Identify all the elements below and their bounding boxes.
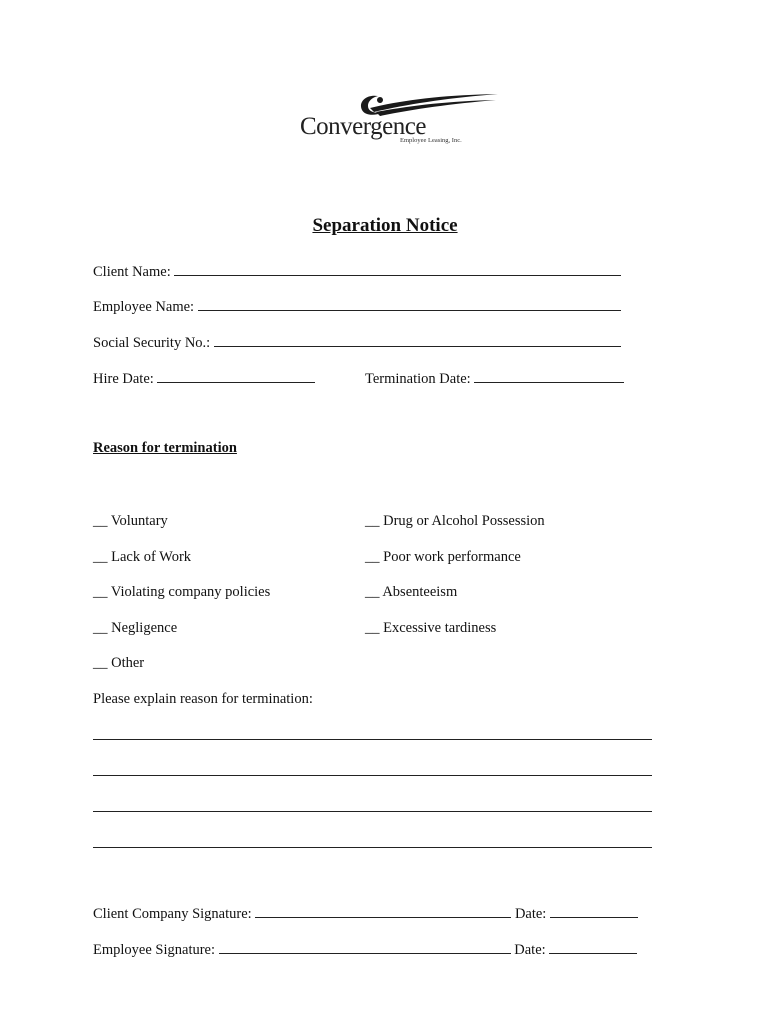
- reason-poor-performance-option[interactable]: __ Poor work performance: [365, 549, 521, 565]
- reason-absenteeism-option[interactable]: __ Absenteeism: [365, 584, 458, 600]
- reason-negligence-option[interactable]: __ Negligence: [93, 620, 178, 636]
- ssn-field[interactable]: [214, 333, 621, 347]
- employee-signature-field[interactable]: [219, 940, 511, 954]
- reason-other-option[interactable]: __ Other: [93, 655, 145, 671]
- reason-heading: Reason for termination: [93, 440, 237, 456]
- logo-wordmark: Convergence: [300, 113, 426, 140]
- explanation-line[interactable]: [93, 811, 652, 812]
- hire-date-field[interactable]: [157, 369, 315, 383]
- page-title: Separation Notice: [312, 215, 458, 236]
- reason-violating-policies-option[interactable]: __ Violating company policies: [93, 584, 271, 600]
- explanation-line[interactable]: [93, 739, 652, 740]
- termination-date-label: Termination Date:: [365, 371, 471, 387]
- reason-drug-alcohol-option[interactable]: __ Drug or Alcohol Possession: [365, 513, 545, 529]
- client-name-row: [93, 262, 621, 281]
- explain-label: Please explain reason for termination:: [93, 691, 313, 707]
- employee-name-label: Employee Name:: [93, 299, 195, 315]
- employee-signature-label: Employee Signature:: [93, 942, 216, 958]
- reason-lack-of-work-option[interactable]: __ Lack of Work: [93, 549, 192, 565]
- logo-tagline: Employee Leasing, Inc.: [400, 137, 462, 144]
- reason-voluntary-option[interactable]: __ Voluntary: [93, 513, 168, 529]
- client-name-label: Client Name:: [93, 264, 171, 280]
- employee-signature-date-field[interactable]: [549, 940, 637, 954]
- explanation-line[interactable]: [93, 847, 652, 848]
- client-name-field[interactable]: [174, 262, 621, 276]
- hire-date-row: [93, 369, 315, 388]
- employee-name-row: [93, 297, 621, 316]
- client-signature-row: [93, 904, 638, 923]
- client-signature-date-field[interactable]: [550, 904, 638, 918]
- termination-date-field[interactable]: [474, 369, 624, 383]
- client-signature-label: Client Company Signature:: [93, 906, 252, 922]
- employee-signature-row: [93, 940, 637, 959]
- client-signature-field[interactable]: [255, 904, 511, 918]
- client-signature-date-label: Date:: [514, 906, 547, 922]
- termination-date-row: [365, 369, 624, 388]
- reason-tardiness-option[interactable]: __ Excessive tardiness: [365, 620, 497, 636]
- employee-name-field[interactable]: [198, 297, 621, 311]
- ssn-label: Social Security No.:: [93, 335, 211, 351]
- employee-signature-date-label: Date:: [514, 942, 546, 958]
- company-logo: [300, 92, 480, 152]
- hire-date-label: Hire Date:: [93, 371, 154, 387]
- explanation-line[interactable]: [93, 775, 652, 776]
- ssn-row: [93, 333, 621, 352]
